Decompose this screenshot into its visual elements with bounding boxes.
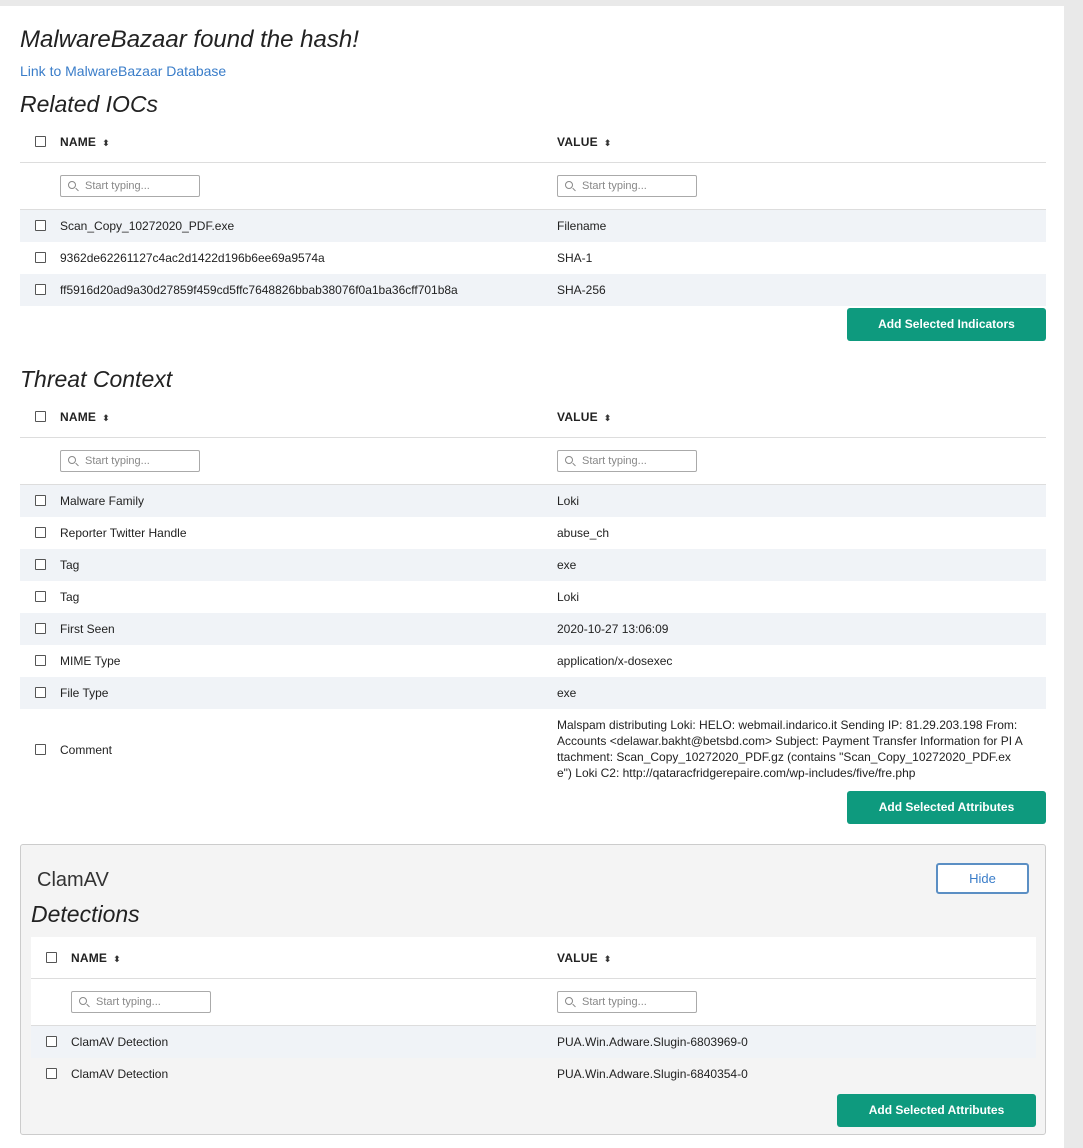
value-header-label: VALUE [557,135,598,149]
select-all-checkbox[interactable] [35,136,46,147]
name-header-label: NAME [60,135,97,149]
row-name: ff5916d20ad9a30d27859f459cd5ffc7648826bbab38076f0a1ba36cff701b8a [60,283,458,297]
row-value: Filename [557,219,607,233]
row-value: SHA-1 [557,251,593,265]
table-row[interactable] [20,549,1046,581]
sort-icon[interactable]: ⬍ [603,138,612,148]
row-checkbox[interactable] [35,687,46,698]
row-checkbox[interactable] [35,527,46,538]
row-name: Scan_Copy_10272020_PDF.exe [60,219,235,233]
row-value: PUA.Win.Adware.Slugin-6803969-0 [557,1035,748,1049]
placeholder-text: Start typing... [582,180,647,192]
row-name: File Type [60,686,109,700]
sort-icon[interactable]: ⬍ [113,954,121,964]
row-checkbox[interactable] [35,591,46,602]
row-value: 2020-10-27 13:06:09 [557,622,669,636]
table-row[interactable] [20,274,1046,306]
row-checkbox[interactable] [35,284,46,295]
row-value: exe [557,686,577,700]
detections-table [31,937,1036,1090]
value-header-label: VALUE [557,951,598,965]
table-row[interactable] [20,581,1046,613]
row-name: Comment [60,743,113,757]
sort-icon[interactable]: ⬍ [603,413,612,423]
row-checkbox[interactable] [35,220,46,231]
row-checkbox[interactable] [35,655,46,666]
row-checkbox[interactable] [35,252,46,263]
placeholder-text: Start typing... [582,455,647,467]
hide-button[interactable]: Hide [936,863,1029,894]
table-body [31,1026,1036,1090]
name-column-header[interactable] [71,937,121,979]
value-header-label: VALUE [557,410,598,424]
row-name: Reporter Twitter Handle [60,526,187,540]
name-header-label: NAME [71,951,108,965]
sort-icon[interactable]: ⬍ [102,138,110,148]
placeholder-text: Start typing... [96,996,161,1008]
name-header-label: NAME [60,410,97,424]
detections-heading: Detections [31,901,140,927]
row-name: 9362de62261127c4ac2d1422d196b6ee69a9574a [60,251,325,265]
table-header [20,121,1046,163]
search-icon [565,456,573,464]
name-filter-input[interactable] [71,991,211,1013]
table-row[interactable] [20,677,1046,709]
row-name: ClamAV Detection [71,1067,169,1081]
clamav-panel [20,844,1046,1135]
value-filter-input[interactable] [557,450,697,472]
row-name: Malware Family [60,494,145,508]
table-header [31,937,1036,979]
row-value: abuse_ch [557,526,610,540]
select-all-checkbox[interactable] [35,411,46,422]
value-column-header[interactable] [557,937,612,979]
panel-title: ClamAV [37,869,109,891]
placeholder-text: Start typing... [582,996,647,1008]
table-header [20,396,1046,438]
table-row[interactable] [20,709,1046,791]
row-name: Tag [60,590,80,604]
threat-table [20,396,1046,791]
table-row[interactable] [20,645,1046,677]
row-value: PUA.Win.Adware.Slugin-6840354-0 [557,1067,748,1081]
value-filter-input[interactable] [557,175,697,197]
iocs-table [20,121,1046,306]
name-filter-input[interactable] [60,175,200,197]
search-icon [79,997,87,1005]
value-column-header[interactable] [557,121,612,163]
filter-row [20,438,1046,485]
search-icon [565,181,573,189]
row-checkbox[interactable] [46,1036,57,1047]
result-card [0,6,1064,1148]
row-value: exe [557,558,577,572]
placeholder-text: Start typing... [85,180,150,192]
filter-row [20,163,1046,210]
row-name: First Seen [60,622,115,636]
table-row[interactable] [20,485,1046,517]
table-row[interactable] [20,613,1046,645]
sort-icon[interactable]: ⬍ [603,954,612,964]
sort-icon[interactable]: ⬍ [102,413,110,423]
add-selected-indicators-button[interactable]: Add Selected Indicators [847,308,1046,341]
row-name: Tag [60,558,80,572]
row-checkbox[interactable] [46,1068,57,1079]
placeholder-text: Start typing... [85,455,150,467]
related-iocs-heading: Related IOCs [20,91,159,117]
row-value: SHA-256 [557,283,606,297]
search-icon [565,997,573,1005]
table-body [20,485,1046,791]
search-icon [68,456,76,464]
search-icon [68,181,76,189]
name-column-header[interactable] [60,121,110,163]
add-selected-attributes-button[interactable]: Add Selected Attributes [837,1094,1036,1127]
filter-row [31,979,1036,1026]
row-name: MIME Type [60,654,121,668]
value-column-header[interactable] [557,396,612,438]
row-value: Malspam distributing Loki: HELO: webmail.indarico.it Sending IP: 81.29.203.198 From: Accounts <delawar.bakht@betsbd.com> Subject: Payment Transfer Information for PI Attachment: Scan_Copy_10272020_PDF.gz (contains "Scan_Copy_10272020_PDF.exe") Loki C2: http://qataracfridgerepaire.com/wp-includes/five/fre.php [557,718,1023,780]
table-row[interactable] [20,517,1046,549]
page-title: MalwareBazaar found the hash! [20,26,359,53]
table-body [20,210,1046,306]
row-name: ClamAV Detection [71,1035,169,1049]
name-column-header[interactable] [60,396,110,438]
row-value: Loki [557,590,580,604]
table-row[interactable] [20,210,1046,242]
threat-context-heading: Threat Context [20,366,173,392]
table-row[interactable] [20,242,1046,274]
malwarebazaar-db-link[interactable]: Link to MalwareBazaar Database [20,63,227,79]
value-filter-input[interactable] [557,991,697,1013]
row-checkbox[interactable] [35,623,46,634]
table-row[interactable] [31,1026,1036,1058]
row-value: application/x-dosexec [557,654,673,668]
name-filter-input[interactable] [60,450,200,472]
row-checkbox[interactable] [35,559,46,570]
row-value: Loki [557,494,580,508]
add-selected-attributes-button[interactable]: Add Selected Attributes [847,791,1046,824]
select-all-checkbox[interactable] [46,952,57,963]
row-checkbox[interactable] [35,744,46,755]
table-row[interactable] [31,1058,1036,1090]
row-checkbox[interactable] [35,495,46,506]
